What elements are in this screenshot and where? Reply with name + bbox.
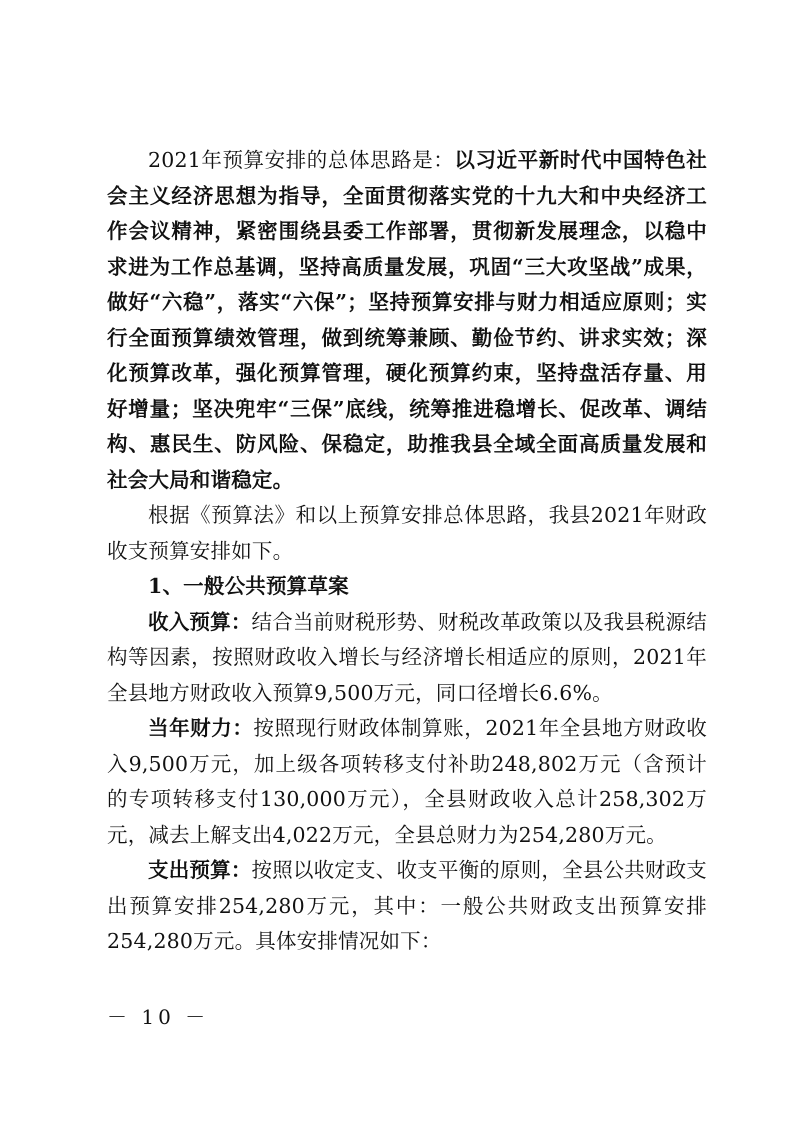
paragraph-revenue-budget (107, 605, 707, 712)
page-number: － 10 － (107, 1005, 210, 1029)
paragraph-label: 当年财力： (148, 716, 254, 740)
paragraph-lead: 2021年预算安排的总体思路是： (148, 148, 455, 172)
paragraph-bold-text: 以习近平新时代中国特色社会主义经济思想为指导，全面贯彻落实党的十九大和中央经济工作会议精神，紧密围绕县委工作部署，贯彻新发展理念，以稳中求进为工作总基调，坚持高质量发展，巩固“三大攻坚战”成果，做好“六稳”，落实“六保”；坚持预算安排与财力相适应原则；实行全面预算绩效管理，做到统筹兼顾、勤俭节约、讲求实效；深化预算改革，强化预算管理，硬化预算约束，坚持盘活存量、用好增量；坚决兜牢“三保”底线，统筹推进稳增长、促改革、调结构、惠民生、防风险、保稳定，助推我县全域全面高质量发展和社会大局和谐稳定。 (107, 148, 707, 492)
paragraph-text: 按照以收定支、收支平衡的原则，全县公共财政支出预算安排254,280万元，其中：一般公共财政支出预算安排254,280万元。具体安排情况如下： (107, 858, 708, 953)
paragraph-text: 按照现行财政体制算账，2021年全县地方财政收入9,500万元，加上级各项转移支付补助248,802万元（含预计的专项转移支付130,000万元），全县财政收入总计258,302万元，减去上解支出4,022万元，全县总财力为254,280万元。 (107, 716, 707, 847)
paragraph-budget-basis: 根据《预算法》和以上预算安排总体思路，我县2021年财政收支预算安排如下。 (107, 503, 707, 563)
paragraph-label: 支出预算： (148, 858, 252, 882)
paragraph-label: 收入预算： (148, 609, 252, 634)
paragraph-current-finance (107, 711, 707, 853)
paragraph-text: 结合当前财税形势、财税改革政策以及我县税源结构等因素，按照财政收入增长与经济增长相适应的原则，2021年全县地方财政收入预算9,500万元，同口径增长6.6%。 (107, 609, 708, 705)
paragraph-expenditure-budget (107, 853, 707, 960)
section-heading: 1、一般公共预算草案 (148, 574, 349, 598)
paragraph-overall-approach (107, 143, 707, 498)
document-body (107, 143, 707, 960)
